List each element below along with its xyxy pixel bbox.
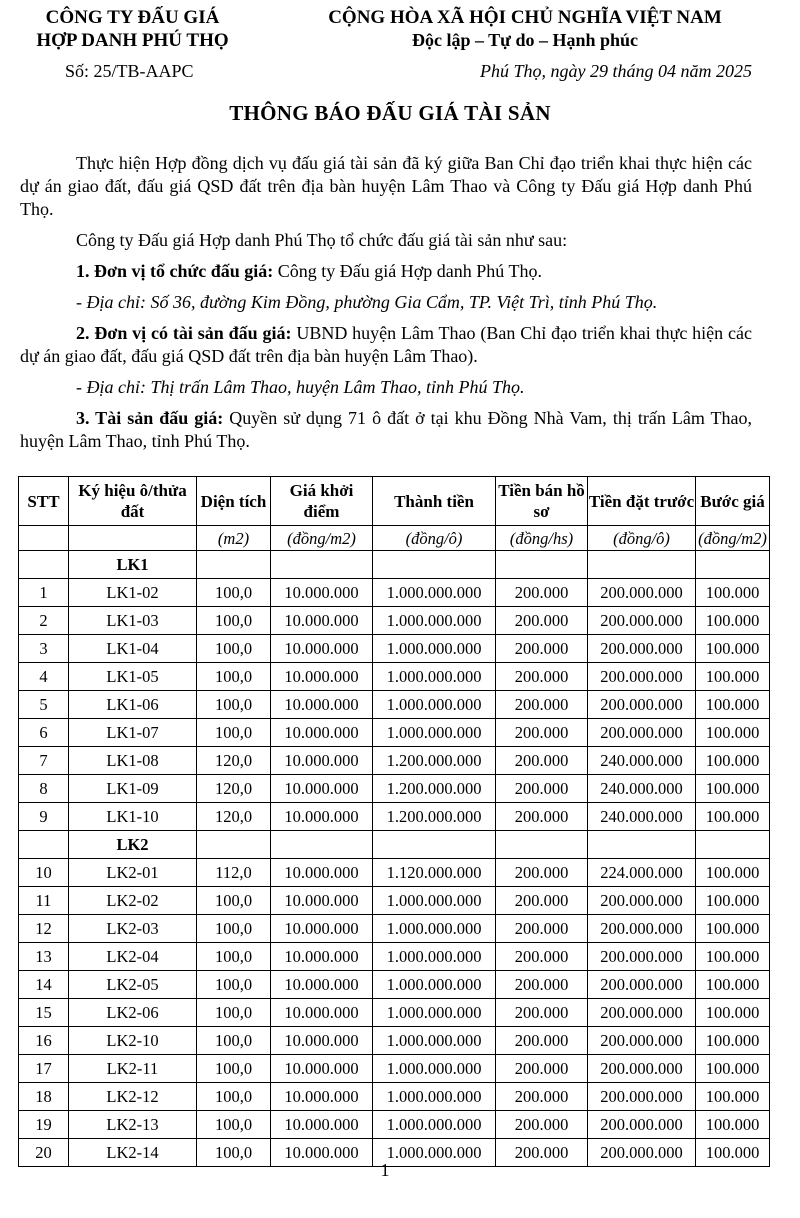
cell-dossier-fee: 200.000 (496, 579, 588, 607)
cell-plot-id: LK2-05 (69, 971, 197, 999)
empty-cell (271, 551, 373, 579)
cell-total: 1.000.000.000 (373, 691, 496, 719)
cell-plot-id: LK1-05 (69, 663, 197, 691)
cell-deposit: 224.000.000 (588, 859, 696, 887)
empty-cell (19, 831, 69, 859)
cell-stt: 11 (19, 887, 69, 915)
cell-price-step: 100.000 (696, 1083, 770, 1111)
cell-area: 100,0 (197, 915, 271, 943)
cell-deposit: 240.000.000 (588, 803, 696, 831)
cell-dossier-fee: 200.000 (496, 1055, 588, 1083)
unit-cell: (đồng/hs) (496, 526, 588, 551)
item-3-asset (20, 407, 752, 453)
cell-total: 1.200.000.000 (373, 775, 496, 803)
cell-starting-price: 10.000.000 (271, 999, 373, 1027)
table-row (19, 691, 770, 719)
cell-deposit: 200.000.000 (588, 1083, 696, 1111)
col-header-area: Diện tích (197, 477, 271, 526)
place-date: Phú Thọ, ngày 29 tháng 04 năm 2025 (480, 61, 752, 81)
cell-stt: 13 (19, 943, 69, 971)
cell-plot-id: LK2-04 (69, 943, 197, 971)
cell-stt: 18 (19, 1083, 69, 1111)
cell-deposit: 200.000.000 (588, 1055, 696, 1083)
cell-price-step: 100.000 (696, 579, 770, 607)
cell-deposit: 200.000.000 (588, 971, 696, 999)
cell-area: 120,0 (197, 775, 271, 803)
cell-deposit: 200.000.000 (588, 663, 696, 691)
cell-starting-price: 10.000.000 (271, 859, 373, 887)
nation-title: CỘNG HÒA XÃ HỘI CHỦ NGHĨA VIỆT NAM (328, 7, 722, 28)
unit-cell: (m2) (197, 526, 271, 551)
empty-cell (696, 551, 770, 579)
group-label: LK2 (69, 831, 197, 859)
table-row (19, 915, 770, 943)
cell-starting-price: 10.000.000 (271, 1083, 373, 1111)
cell-deposit: 200.000.000 (588, 999, 696, 1027)
table-row (19, 1027, 770, 1055)
cell-stt: 16 (19, 1027, 69, 1055)
empty-cell (373, 831, 496, 859)
table-header-row (19, 477, 770, 526)
cell-dossier-fee: 200.000 (496, 859, 588, 887)
cell-area: 100,0 (197, 1139, 271, 1167)
cell-starting-price: 10.000.000 (271, 943, 373, 971)
cell-stt: 19 (19, 1111, 69, 1139)
table-row (19, 999, 770, 1027)
cell-area: 100,0 (197, 1055, 271, 1083)
table-row (19, 971, 770, 999)
table-row (19, 663, 770, 691)
cell-area: 100,0 (197, 607, 271, 635)
cell-stt: 15 (19, 999, 69, 1027)
cell-dossier-fee: 200.000 (496, 943, 588, 971)
cell-stt: 20 (19, 1139, 69, 1167)
cell-price-step: 100.000 (696, 691, 770, 719)
cell-dossier-fee: 200.000 (496, 747, 588, 775)
table-row (19, 579, 770, 607)
col-header-deposit: Tiền đặt trước (588, 477, 696, 526)
empty-cell (496, 831, 588, 859)
cell-area: 100,0 (197, 1111, 271, 1139)
table-row (19, 803, 770, 831)
cell-total: 1.000.000.000 (373, 719, 496, 747)
item-2-address: - Địa chỉ: Thị trấn Lâm Thao, huyện Lâm Thao, tỉnh Phú Thọ. (76, 377, 525, 397)
table-row (19, 607, 770, 635)
organization-header (20, 6, 245, 52)
cell-area: 100,0 (197, 999, 271, 1027)
cell-starting-price: 10.000.000 (271, 915, 373, 943)
item-1-organizer (20, 260, 752, 283)
table-row (19, 747, 770, 775)
cell-price-step: 100.000 (696, 971, 770, 999)
cell-price-step: 100.000 (696, 719, 770, 747)
cell-deposit: 200.000.000 (588, 1111, 696, 1139)
group-row (19, 831, 770, 859)
cell-total: 1.000.000.000 (373, 635, 496, 663)
national-header (270, 6, 780, 52)
cell-price-step: 100.000 (696, 607, 770, 635)
cell-starting-price: 10.000.000 (271, 663, 373, 691)
cell-price-step: 100.000 (696, 1027, 770, 1055)
empty-cell (588, 831, 696, 859)
cell-area: 120,0 (197, 803, 271, 831)
unit-cell: (đồng/ô) (588, 526, 696, 551)
table-row (19, 1083, 770, 1111)
cell-stt: 9 (19, 803, 69, 831)
cell-plot-id: LK1-09 (69, 775, 197, 803)
cell-deposit: 200.000.000 (588, 943, 696, 971)
cell-area: 120,0 (197, 747, 271, 775)
cell-dossier-fee: 200.000 (496, 663, 588, 691)
empty-cell (496, 551, 588, 579)
cell-dossier-fee: 200.000 (496, 775, 588, 803)
intro-paragraph: Thực hiện Hợp đồng dịch vụ đấu giá tài sản đã ký giữa Ban Chỉ đạo triển khai thực hiện các dự án giao đất, đấu giá QSD đất trên địa bàn huyện Lâm Thao và Công ty Đấu giá Hợp danh Phú Thọ. (20, 153, 752, 219)
unit-cell (19, 526, 69, 551)
cell-total: 1.000.000.000 (373, 887, 496, 915)
empty-cell (696, 831, 770, 859)
cell-plot-id: LK1-02 (69, 579, 197, 607)
cell-area: 100,0 (197, 719, 271, 747)
cell-stt: 6 (19, 719, 69, 747)
cell-price-step: 100.000 (696, 747, 770, 775)
cell-plot-id: LK2-11 (69, 1055, 197, 1083)
empty-cell (271, 831, 373, 859)
cell-price-step: 100.000 (696, 887, 770, 915)
cell-area: 100,0 (197, 579, 271, 607)
cell-plot-id: LK2-03 (69, 915, 197, 943)
cell-starting-price: 10.000.000 (271, 691, 373, 719)
empty-cell (19, 551, 69, 579)
cell-plot-id: LK2-10 (69, 1027, 197, 1055)
cell-starting-price: 10.000.000 (271, 1111, 373, 1139)
cell-total: 1.000.000.000 (373, 579, 496, 607)
col-header-stt: STT (19, 477, 69, 526)
cell-plot-id: LK1-03 (69, 607, 197, 635)
cell-price-step: 100.000 (696, 1111, 770, 1139)
cell-starting-price: 10.000.000 (271, 1027, 373, 1055)
col-header-price-step: Bước giá (696, 477, 770, 526)
table-row (19, 887, 770, 915)
nation-motto: Độc lập – Tự do – Hạnh phúc (411, 30, 639, 50)
cell-starting-price: 10.000.000 (271, 635, 373, 663)
organizer-statement: Công ty Đấu giá Hợp danh Phú Thọ tổ chức đấu giá tài sản như sau: (76, 230, 568, 250)
unit-cell: (đồng/m2) (696, 526, 770, 551)
cell-stt: 12 (19, 915, 69, 943)
cell-dossier-fee: 200.000 (496, 915, 588, 943)
table-unit-row (19, 526, 770, 551)
cell-price-step: 100.000 (696, 775, 770, 803)
cell-deposit: 200.000.000 (588, 887, 696, 915)
unit-cell (69, 526, 197, 551)
table-row (19, 943, 770, 971)
cell-starting-price: 10.000.000 (271, 887, 373, 915)
cell-starting-price: 10.000.000 (271, 1055, 373, 1083)
cell-dossier-fee: 200.000 (496, 1083, 588, 1111)
cell-deposit: 200.000.000 (588, 607, 696, 635)
cell-total: 1.000.000.000 (373, 607, 496, 635)
group-row (19, 551, 770, 579)
asset-table (18, 476, 770, 1167)
item-2-owner (20, 322, 752, 368)
table-row (19, 719, 770, 747)
empty-cell (197, 831, 271, 859)
unit-cell: (đồng/ô) (373, 526, 496, 551)
cell-dossier-fee: 200.000 (496, 803, 588, 831)
table-row (19, 1055, 770, 1083)
cell-starting-price: 10.000.000 (271, 747, 373, 775)
cell-stt: 7 (19, 747, 69, 775)
table-row (19, 635, 770, 663)
document-title: THÔNG BÁO ĐẤU GIÁ TÀI SẢN (229, 101, 551, 125)
item-3-text: Quyền sử dụng 71 ô đất ở tại khu Đồng Nhà Vam, thị trấn Lâm Thao, huyện Lâm Thao, tỉnh Phú Thọ. (20, 408, 752, 451)
cell-deposit: 200.000.000 (588, 1027, 696, 1055)
cell-stt: 1 (19, 579, 69, 607)
empty-cell (197, 551, 271, 579)
item-2-text: UBND huyện Lâm Thao (Ban Chỉ đạo triển khai thực hiện các dự án giao đất, đấu giá QSD đất trên địa bàn huyện Lâm Thao). (20, 323, 752, 366)
cell-dossier-fee: 200.000 (496, 999, 588, 1027)
table-body (19, 551, 770, 1167)
cell-starting-price: 10.000.000 (271, 775, 373, 803)
cell-total: 1.200.000.000 (373, 747, 496, 775)
cell-price-step: 100.000 (696, 859, 770, 887)
cell-total: 1.000.000.000 (373, 1055, 496, 1083)
cell-total: 1.000.000.000 (373, 1139, 496, 1167)
item-3-label: 3. Tài sản đấu giá: (76, 408, 224, 428)
cell-area: 100,0 (197, 663, 271, 691)
cell-dossier-fee: 200.000 (496, 1111, 588, 1139)
cell-plot-id: LK2-14 (69, 1139, 197, 1167)
document-body (20, 152, 752, 453)
table-row (19, 859, 770, 887)
cell-deposit: 200.000.000 (588, 579, 696, 607)
cell-deposit: 200.000.000 (588, 915, 696, 943)
cell-deposit: 200.000.000 (588, 719, 696, 747)
cell-plot-id: LK2-12 (69, 1083, 197, 1111)
table-row (19, 775, 770, 803)
cell-stt: 8 (19, 775, 69, 803)
cell-price-step: 100.000 (696, 635, 770, 663)
cell-total: 1.000.000.000 (373, 999, 496, 1027)
cell-deposit: 200.000.000 (588, 1139, 696, 1167)
cell-price-step: 100.000 (696, 803, 770, 831)
cell-price-step: 100.000 (696, 1139, 770, 1167)
cell-area: 100,0 (197, 1027, 271, 1055)
cell-stt: 2 (19, 607, 69, 635)
cell-starting-price: 10.000.000 (271, 579, 373, 607)
cell-plot-id: LK1-06 (69, 691, 197, 719)
cell-area: 100,0 (197, 971, 271, 999)
empty-cell (588, 551, 696, 579)
cell-stt: 17 (19, 1055, 69, 1083)
cell-starting-price: 10.000.000 (271, 971, 373, 999)
cell-stt: 4 (19, 663, 69, 691)
page-number: 1 (380, 1160, 390, 1180)
cell-total: 1.200.000.000 (373, 803, 496, 831)
cell-area: 100,0 (197, 887, 271, 915)
cell-starting-price: 10.000.000 (271, 719, 373, 747)
item-2-label: 2. Đơn vị có tài sản đấu giá: (76, 323, 292, 343)
cell-total: 1.000.000.000 (373, 1111, 496, 1139)
col-header-dossier-fee: Tiền bán hồ sơ (496, 477, 588, 526)
org-name-line1: CÔNG TY ĐẤU GIÁ (45, 7, 220, 28)
cell-total: 1.000.000.000 (373, 915, 496, 943)
cell-starting-price: 10.000.000 (271, 1139, 373, 1167)
cell-total: 1.120.000.000 (373, 859, 496, 887)
col-header-starting-price: Giá khởi điểm (271, 477, 373, 526)
org-name-line2: HỢP DANH PHÚ THỌ (36, 30, 229, 51)
cell-plot-id: LK2-13 (69, 1111, 197, 1139)
cell-plot-id: LK2-02 (69, 887, 197, 915)
cell-deposit: 240.000.000 (588, 747, 696, 775)
cell-total: 1.000.000.000 (373, 943, 496, 971)
cell-total: 1.000.000.000 (373, 1027, 496, 1055)
cell-price-step: 100.000 (696, 999, 770, 1027)
cell-plot-id: LK1-04 (69, 635, 197, 663)
cell-price-step: 100.000 (696, 915, 770, 943)
cell-dossier-fee: 200.000 (496, 1027, 588, 1055)
cell-dossier-fee: 200.000 (496, 971, 588, 999)
cell-price-step: 100.000 (696, 943, 770, 971)
cell-dossier-fee: 200.000 (496, 691, 588, 719)
cell-dossier-fee: 200.000 (496, 607, 588, 635)
cell-plot-id: LK1-08 (69, 747, 197, 775)
cell-deposit: 240.000.000 (588, 775, 696, 803)
cell-dossier-fee: 200.000 (496, 635, 588, 663)
cell-dossier-fee: 200.000 (496, 887, 588, 915)
cell-stt: 5 (19, 691, 69, 719)
cell-area: 100,0 (197, 943, 271, 971)
cell-area: 100,0 (197, 635, 271, 663)
cell-plot-id: LK2-01 (69, 859, 197, 887)
cell-total: 1.000.000.000 (373, 1083, 496, 1111)
cell-starting-price: 10.000.000 (271, 607, 373, 635)
col-header-total: Thành tiền (373, 477, 496, 526)
cell-price-step: 100.000 (696, 1055, 770, 1083)
cell-area: 100,0 (197, 691, 271, 719)
cell-dossier-fee: 200.000 (496, 719, 588, 747)
col-header-plot-id: Ký hiệu ô/thửa đất (69, 477, 197, 526)
cell-plot-id: LK1-07 (69, 719, 197, 747)
cell-area: 100,0 (197, 1083, 271, 1111)
cell-stt: 3 (19, 635, 69, 663)
cell-plot-id: LK1-10 (69, 803, 197, 831)
cell-price-step: 100.000 (696, 663, 770, 691)
cell-dossier-fee: 200.000 (496, 1139, 588, 1167)
item-1-label: 1. Đơn vị tổ chức đấu giá: (76, 261, 274, 281)
table-row (19, 1111, 770, 1139)
cell-stt: 14 (19, 971, 69, 999)
cell-plot-id: LK2-06 (69, 999, 197, 1027)
empty-cell (373, 551, 496, 579)
item-1-address: - Địa chỉ: Số 36, đường Kim Đồng, phường Gia Cẩm, TP. Việt Trì, tỉnh Phú Thọ. (76, 292, 658, 312)
item-1-text: Công ty Đấu giá Hợp danh Phú Thọ. (273, 261, 542, 281)
cell-deposit: 200.000.000 (588, 635, 696, 663)
cell-starting-price: 10.000.000 (271, 803, 373, 831)
cell-area: 112,0 (197, 859, 271, 887)
unit-cell: (đồng/m2) (271, 526, 373, 551)
cell-total: 1.000.000.000 (373, 971, 496, 999)
document-number: Số: 25/TB-AAPC (65, 61, 194, 81)
group-label: LK1 (69, 551, 197, 579)
cell-deposit: 200.000.000 (588, 691, 696, 719)
cell-stt: 10 (19, 859, 69, 887)
cell-total: 1.000.000.000 (373, 663, 496, 691)
